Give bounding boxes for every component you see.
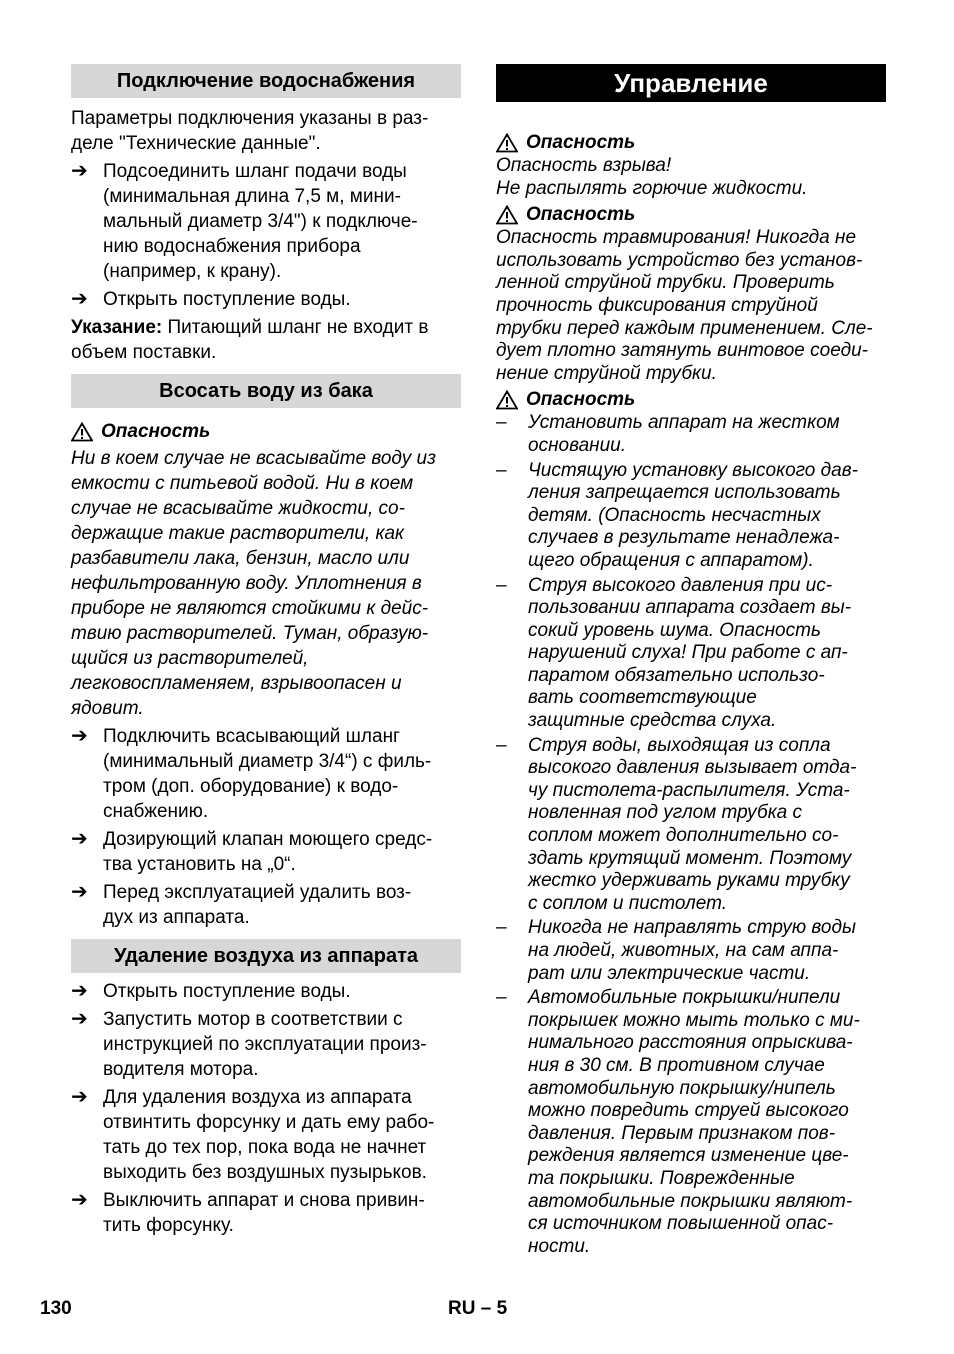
step-item: ➔ Подключить всасывающий шланг (минимальный диаметр 3/4“) с филь- тром (доп. оборудование) к водо- снабжению. xyxy=(71,725,432,822)
water-connection-intro: Параметры подключения указаны в раз- деле "Технические данные". xyxy=(71,108,429,154)
note xyxy=(71,315,461,365)
danger-text: Ни в коем случае не всасывайте воду из емкости с питьевой водой. Ни в коем случае не всасывайте жидкости, со- держащие такие растворители, как разбавители лака, бензин, масло или нефильтрованную воду. Уплотнения в приборе не являются стойкими к дейс- твию растворителей. Туман, образую- щийся из растворителей, легковоспламеняем, взрывоопасен и ядовит. xyxy=(71,448,436,719)
step-item: ➔ Подсоединить шланг подачи воды (минимальная длина 7,5 м, мини- мальный диаметр 3/4") к подключе- нию водоснабжения прибора (например, к крану). xyxy=(71,160,418,282)
warning-triangle-icon xyxy=(71,422,93,442)
list-item: – Струя высокого давления при ис- пользовании аппарата создает вы- сокий уровень шума. Опасность нарушений слуха! При работе с ап- паратом обязательно использо- вать соответствующие защитные средства слуха. xyxy=(496,574,852,732)
arrow-icon: ➔ xyxy=(71,725,88,747)
warning-triangle-icon xyxy=(496,133,518,153)
arrow-icon: ➔ xyxy=(71,881,88,903)
warning-triangle-icon xyxy=(496,390,518,410)
danger-text: Опасность травмирования! Никогда не использовать устройство без установ- ленной струйной трубки. Проверить прочность фиксирования струйной трубки перед каждым применением. Сле- дует плотно затянуть винтовое соеди- нение струйной трубки. xyxy=(496,227,873,384)
arrow-icon: ➔ xyxy=(71,1189,88,1211)
arrow-icon: ➔ xyxy=(71,1008,88,1030)
arrow-icon: ➔ xyxy=(71,160,88,182)
danger-text: Опасность взрыва! Не распылять горючие жидкости. xyxy=(496,155,808,199)
danger-heading: Опасность xyxy=(496,203,886,227)
list-item: – Струя воды, выходящая из сопла высокого давления вызывает отда- чу пистолета-распылителя. Уста- новленная под углом трубка с соплом может дополнительно со- здать крутящий момент. Поэтому жестко удерживать руками трубку с соплом и пистолет. xyxy=(496,734,857,914)
note-label: Указание: xyxy=(71,317,163,338)
left-column xyxy=(71,64,461,1238)
arrow-icon: ➔ xyxy=(71,980,88,1002)
section-heading-operation: Управление xyxy=(496,64,886,102)
danger-heading: Опасность xyxy=(496,131,886,155)
list-item: – Никогда не направлять струю воды на людей, животных, на сам аппа- рат или электрические части. xyxy=(496,917,856,984)
step-item: ➔ Открыть поступление воды. xyxy=(71,288,351,310)
danger-heading: Опасность xyxy=(71,420,461,444)
step-item: ➔ Запустить мотор в соответствии с инструкцией по эксплуатации произ- водителя мотора. xyxy=(71,1008,427,1080)
arrow-icon: ➔ xyxy=(71,828,88,850)
warning-triangle-icon xyxy=(496,205,518,225)
note-text: Питающий шланг не входит в объем поставки. xyxy=(71,317,429,363)
section-heading-suction: Всосать воду из бака xyxy=(71,374,461,408)
list-item: – Автомобильные покрышки/нипели покрышек можно мыть только с ми- нимального расстояния опрыскива- ния в 30 см. В противном случае автомобильную покрышку/нипель можно повредить струей высокого давления. Первым признаком пов- реждения является изменение цве- та покрышки. Поврежденные автомобильные покрышки являют- ся источником повышенной опас- ности. xyxy=(496,987,860,1257)
section-heading-air-removal: Удаление воздуха из аппарата xyxy=(71,939,461,973)
arrow-icon: ➔ xyxy=(71,1086,88,1108)
danger-heading: Опасность xyxy=(496,388,886,412)
step-item: ➔ Выключить аппарат и снова привин- тить форсунку. xyxy=(71,1189,425,1236)
section-marker: RU – 5 xyxy=(448,1298,508,1319)
page-number: 130 xyxy=(40,1298,72,1319)
list-item: – Установить аппарат на жестком основании. xyxy=(496,412,840,456)
right-column xyxy=(496,64,886,1258)
step-item: ➔ Открыть поступление воды. xyxy=(71,980,351,1002)
list-item: – Чистящую установку высокого дав- ления запрещается использовать детям. (Опасность несчастных случаев в результате ненадлежа- щего обращения с аппаратом). xyxy=(496,459,858,571)
step-item: ➔ Для удаления воздуха из аппарата отвинтить форсунку и дать ему рабо- тать до тех пор, пока вода не начнет выходить без воздушных пузырьков. xyxy=(71,1086,435,1183)
arrow-icon: ➔ xyxy=(71,288,88,310)
step-item: ➔ Дозирующий клапан моющего средс- тва установить на „0“. xyxy=(71,828,433,875)
step-item: ➔ Перед эксплуатацией удалить воз- дух из аппарата. xyxy=(71,881,412,928)
section-heading-water-connection: Подключение водоснабжения xyxy=(71,64,461,98)
